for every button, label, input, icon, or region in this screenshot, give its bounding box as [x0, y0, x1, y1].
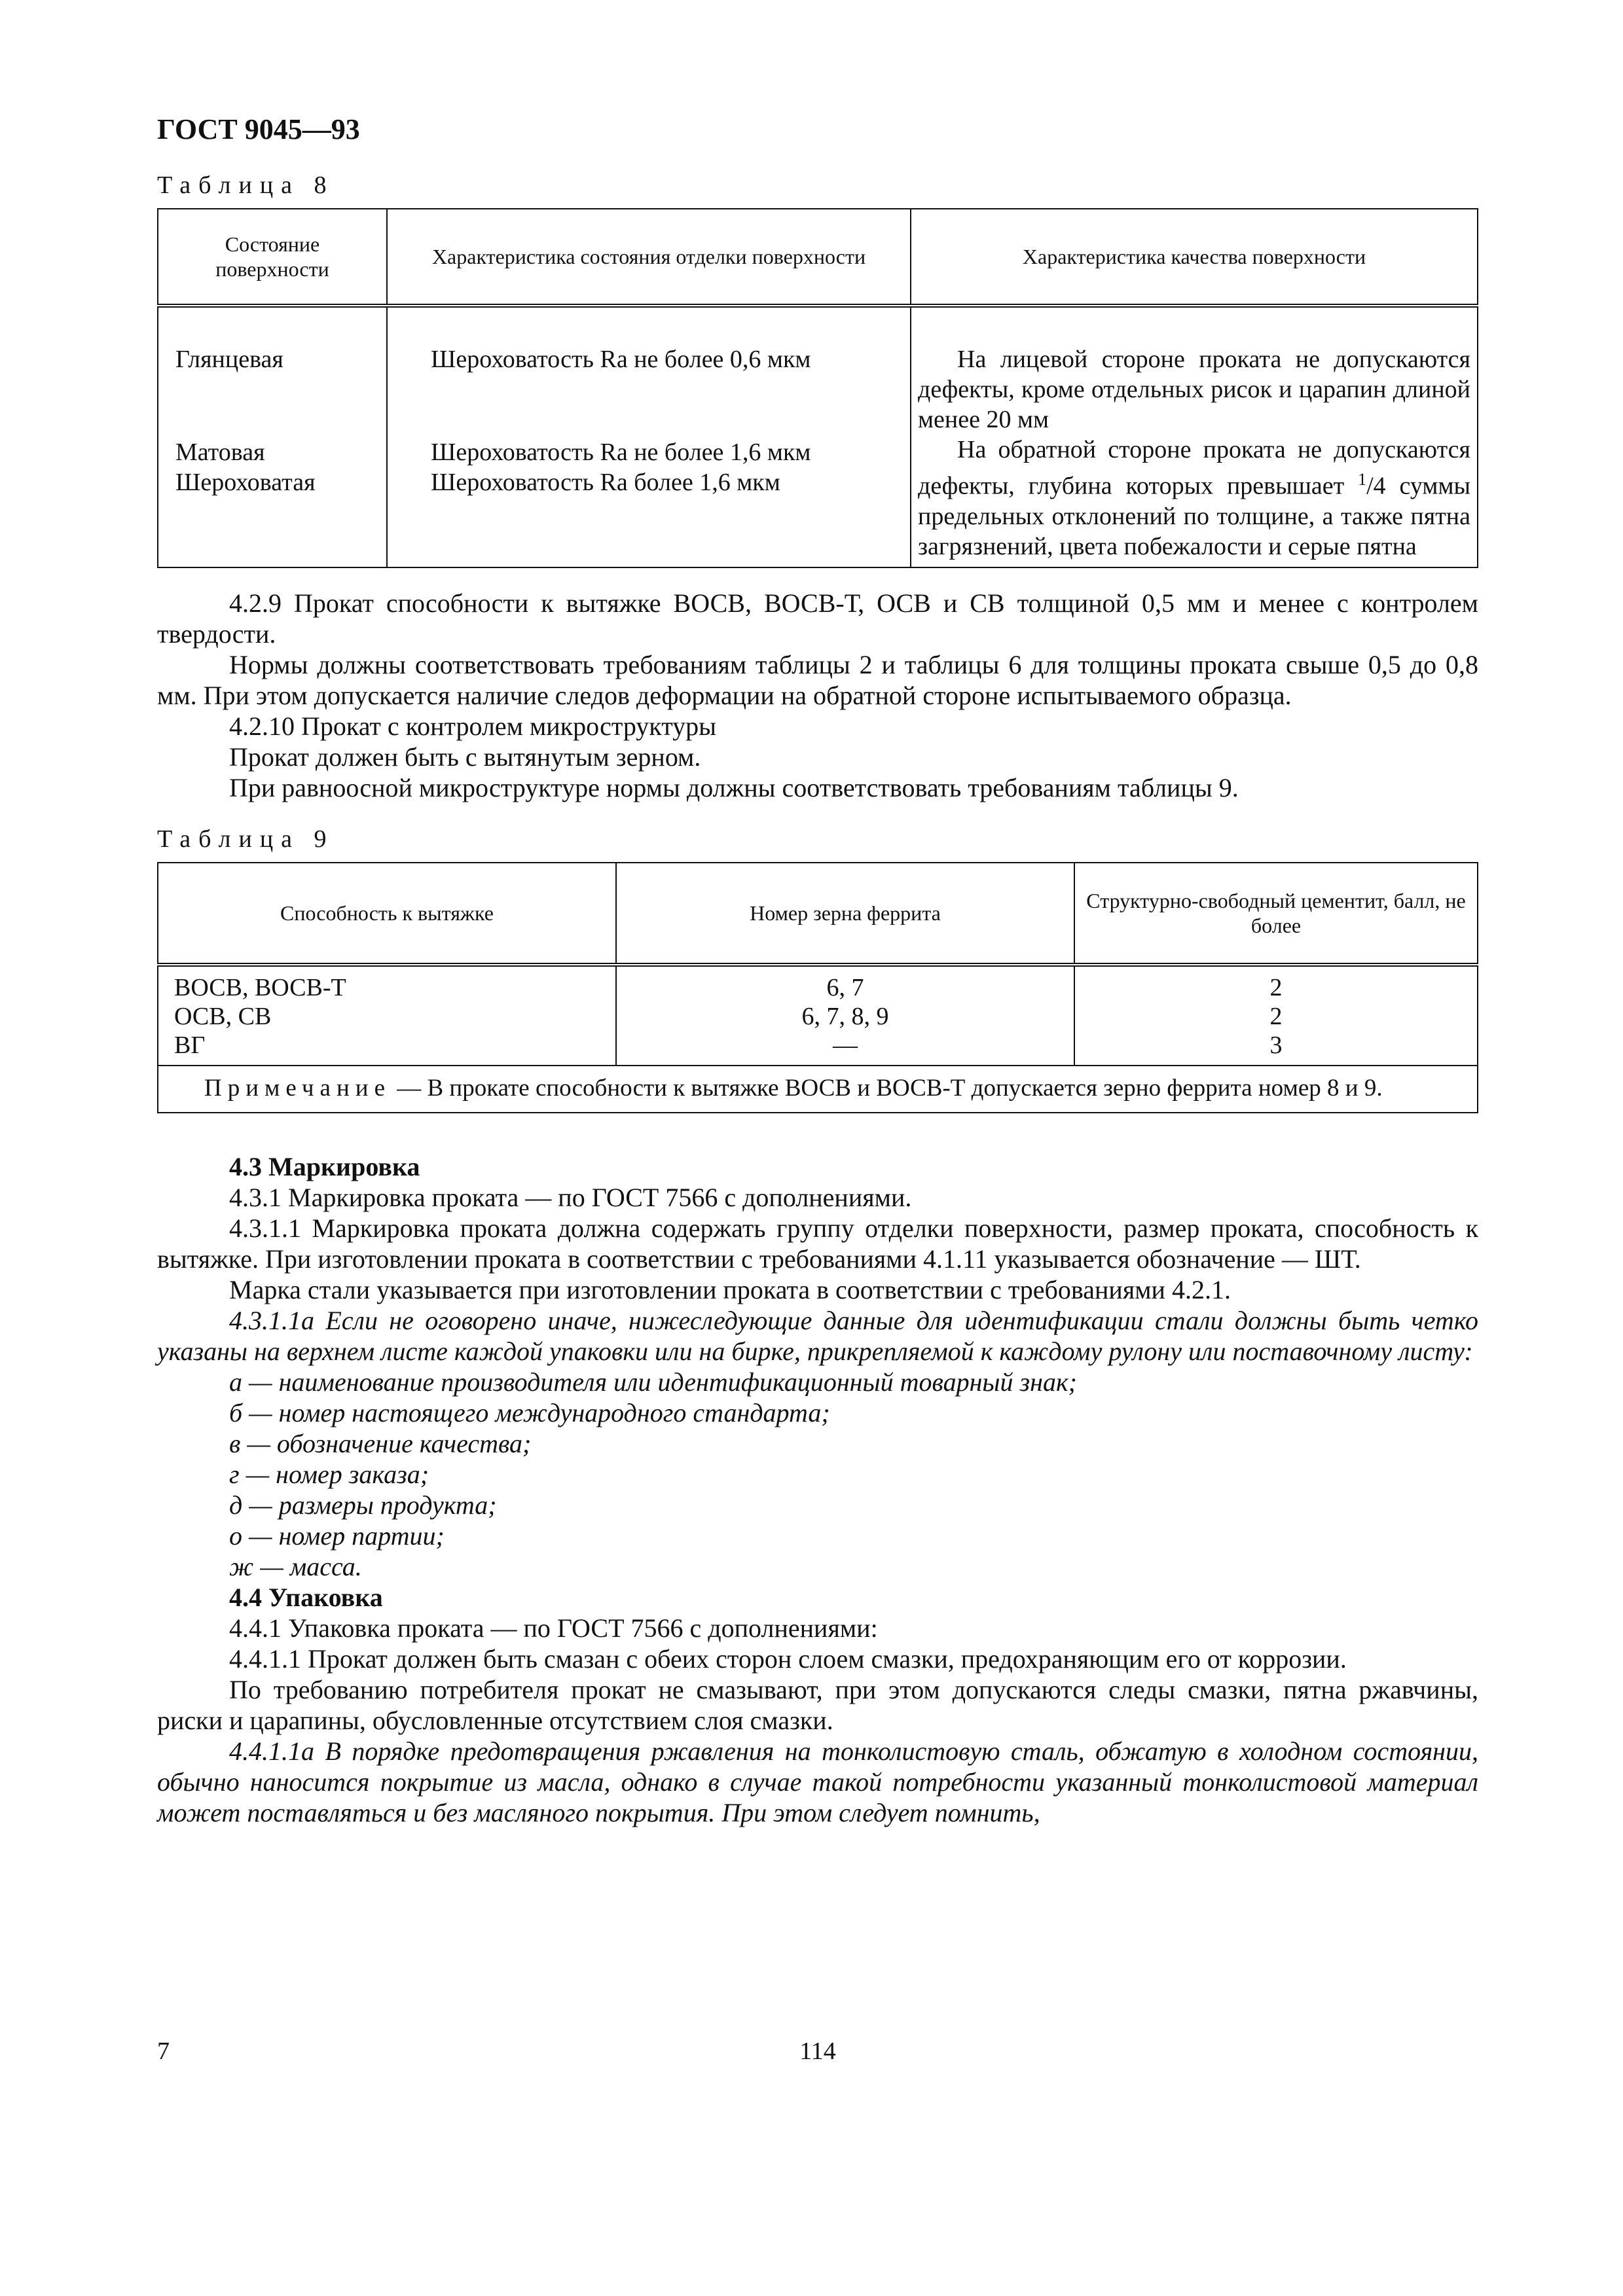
- note-label: Примечание: [204, 1074, 391, 1102]
- table-9-header-drawability: Способность к вытяжке: [158, 863, 616, 965]
- table-8-quality-cell: [911, 306, 1478, 567]
- list-item: б — номер настоящего международного стандарта;: [229, 1397, 830, 1427]
- table-9-cell: ВОСВ, ВОСВ-Т: [174, 973, 346, 1001]
- table-9-header-grain: Номер зерна феррита: [616, 863, 1074, 965]
- table-9-cell: 6, 7, 8, 9: [801, 1002, 889, 1030]
- section-4-4-title: 4.4 Упаковка: [229, 1582, 383, 1612]
- table-9-drawability-cell: [158, 965, 616, 1066]
- note-text: — В прокате способности к вытяжке ВОСВ и ВОСВ-Т допускается зерно феррита номер 8 и 9.: [391, 1074, 1383, 1102]
- table-9: [157, 862, 1478, 1113]
- paragraph-4-2-10: 4.2.10 Прокат с контролем микроструктуры: [229, 711, 717, 741]
- table-9-cell: 2: [1269, 973, 1283, 1001]
- table-8: [157, 208, 1478, 568]
- table-9-cell: —: [833, 1031, 858, 1059]
- table-9-cell: ВГ: [174, 1031, 206, 1059]
- state-glossy: Глянцевая: [175, 346, 283, 373]
- table-9-cell: 2: [1269, 1002, 1283, 1030]
- list-item: а — наименование производителя или идентификационный товарный знак;: [229, 1367, 1077, 1397]
- table-8-states-cell: [158, 306, 387, 567]
- quality-back: На обратной стороне проката не допускаются дефекты, глубина которых превышает $^1$/4 суммы предельных отклонений по толщине, а также пятна загрязнений, цвета побежалости и серые пятна: [918, 436, 1471, 560]
- paragraph-steel-grade: Марка стали указывается при изготовлении проката в соответствии с требованиями 4.2.1.: [229, 1274, 1231, 1304]
- document-page: [157, 111, 1478, 1828]
- list-item: д — размеры продукта;: [229, 1490, 497, 1520]
- table-9-grain-cell: [616, 965, 1074, 1066]
- list-item: о — номер партии;: [229, 1520, 445, 1551]
- paragraph-4-4-1: 4.4.1 Упаковка проката — по ГОСТ 7566 с дополнениями:: [229, 1613, 878, 1643]
- table-9-caption: Таблица 9: [157, 825, 335, 853]
- document-title: ГОСТ 9045—93: [157, 113, 360, 145]
- quality-front: На лицевой стороне проката не допускаются дефекты, кроме отдельных рисок и царапин длиной менее 20 мм: [918, 346, 1470, 433]
- table-8-header-row: [158, 209, 1478, 306]
- state-matte: Матовая: [175, 439, 265, 466]
- list-item: ж — масса.: [229, 1551, 362, 1581]
- section-4-3-title: 4.3 Маркировка: [229, 1151, 420, 1181]
- page-number-left: 7: [157, 2037, 170, 2065]
- list-item: в — обозначение качества;: [229, 1428, 532, 1458]
- table-9-header-cementite: Структурно-свободный цементит, балл, не более: [1074, 863, 1478, 965]
- quality-back-part1: На обратной стороне проката не допускаются дефекты, глубина которых превышает: [918, 436, 1470, 500]
- finish-rough: Шероховатость Ra более 1,6 мкм: [431, 469, 780, 496]
- paragraph-no-oil: По требованию потребителя прокат не смазывают, при этом допускаются следы смазки, пятна ржавчины, риски и царапины, обусловленные отсутствием слоя смазки.: [157, 1674, 1478, 1735]
- paragraph-grain: Прокат должен быть с вытянутым зерном.: [229, 742, 701, 772]
- paragraph-4-2-9: 4.2.9 Прокат способности к вытяжке ВОСВ, ВОСВ-Т, ОСВ и СВ толщиной 0,5 мм и менее с контролем твердости.: [157, 588, 1478, 649]
- table-8-header-finish: Характеристика состояния отделки поверхности: [387, 209, 911, 306]
- table-9-header-row: [158, 863, 1478, 965]
- table-9-cell: 3: [1269, 1031, 1283, 1059]
- table-9-body-row: [158, 965, 1478, 1066]
- page-number-center: 114: [799, 2037, 836, 2065]
- table-9-cell: ОСВ, СВ: [174, 1002, 272, 1030]
- paragraph-4-3-1: 4.3.1 Маркировка проката — по ГОСТ 7566 с дополнениями.: [229, 1182, 912, 1212]
- paragraph-4-4-1-1a: 4.4.1.1а В порядке предотвращения ржавления на тонколистовую сталь, обжатую в холодном состоянии, обычно наносится покрытие из масла, однако в случае такой потребности указанный тонколистовой материал может поставляться и без масляного покрытия. При этом следует помнить,: [157, 1736, 1478, 1827]
- table-9-cell: 6, 7: [826, 973, 864, 1001]
- table-8-header-state: Состояние поверхности: [158, 209, 387, 306]
- table-8-caption: Таблица 8: [157, 171, 335, 199]
- table-9-note-row: [158, 1066, 1478, 1113]
- fraction-numerator: 1: [1358, 470, 1367, 489]
- paragraph-4-4-1-1: 4.4.1.1 Прокат должен быть смазан с обеих сторон слоем смазки, предохраняющим его от коррозии.: [229, 1643, 1347, 1674]
- table-9-note: [158, 1066, 1478, 1113]
- fraction-denominator: 4: [1373, 472, 1386, 500]
- paragraph-4-3-1-1a: 4.3.1.1а Если не оговорено иначе, нижеследующие данные для идентификации стали должны быть четко указаны на верхнем листе каждой упаковки или на бирке, прикрепляемой к каждому рулону или поставочному листу:: [157, 1305, 1478, 1366]
- table-8-header-quality: Характеристика качества поверхности: [911, 209, 1478, 306]
- state-rough: Шероховатая: [175, 469, 316, 496]
- paragraph-equiaxed: При равноосной микроструктуре нормы должны соответствовать требованиям таблицы 9.: [229, 772, 1239, 802]
- table-8-body-row: [158, 306, 1478, 567]
- table-8-finish-cell: [387, 306, 911, 567]
- quality-back-part2: суммы предельных отклонений по толщине, а также пятна загрязнений, цвета побежалости и серые пятна: [918, 472, 1471, 560]
- paragraph-4-3-1-1: 4.3.1.1 Маркировка проката должна содержать группу отделки поверхности, размер проката, способность к вытяжке. При изготовлении проката в соответствии с требованиями 4.1.11 указывается обозначение — ШТ.: [157, 1213, 1478, 1274]
- table-9-cementite-cell: [1074, 965, 1478, 1066]
- finish-glossy: Шероховатость Ra не более 0,6 мкм: [431, 346, 811, 373]
- list-item: г — номер заказа;: [229, 1459, 429, 1489]
- finish-matte: Шероховатость Ra не более 1,6 мкм: [431, 439, 811, 466]
- paragraph-norms: Нормы должны соответствовать требованиям таблицы 2 и таблицы 6 для толщины проката свыше 0,5 до 0,8 мм. При этом допускается наличие следов деформации на обратной стороне испытываемого образца.: [157, 649, 1478, 710]
